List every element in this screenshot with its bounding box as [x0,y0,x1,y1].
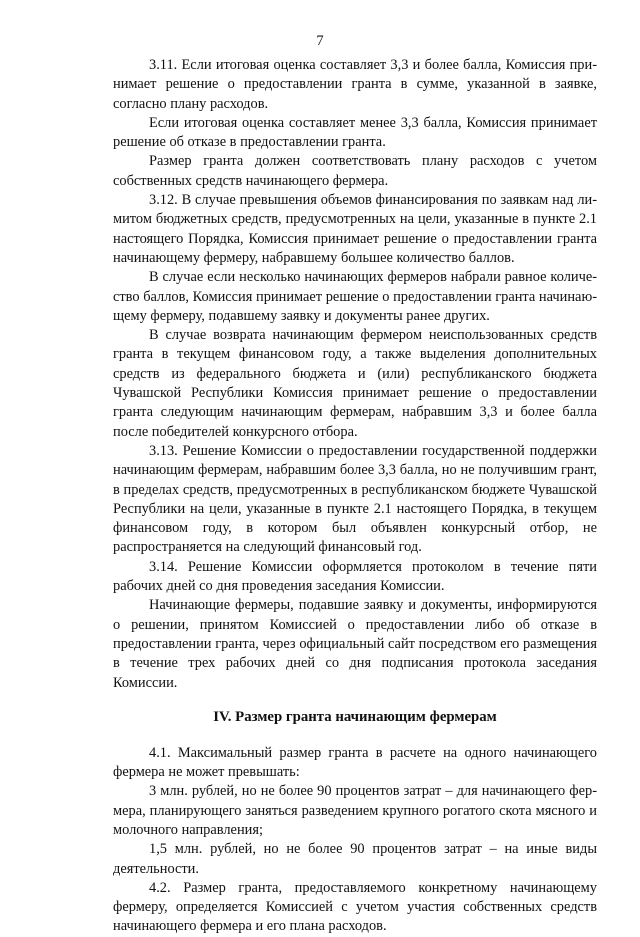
paragraph-notification: Начинающие фермеры, подавшие заявку и документы, информируются о решении, принятом Комиссией о предоставлении либо об отказе в предоставлении гранта, через официальный сайт посредством его размещения в течение трех рабочих дней со дня подписания протокола заседания Комиссии. [113,597,597,691]
paragraph-cattle-grant: 3 млн. рублей, но не более 90 процентов затрат – для начинающего фермера, планирующего заняться разведением крупного рогатого скота мясного и молочного направления; [113,783,597,838]
paragraph-3-11-refusal: Если итоговая оценка составляет менее 3,3 балла, Комиссия принимает решение об отказе в предоставлении гранта. [113,114,597,151]
paragraph-3-14: 3.14. Решение Комиссии оформляется протоколом в течение пяти рабочих дней со дня проведения заседания Комиссии. [113,558,597,595]
page-number: 7 [316,33,324,49]
paragraph-grant-size-plan: Размер гранта должен соответствовать плану расходов с учетом собственных средств начинающего фермера. [113,153,597,189]
paragraph-equal-score: В случае если несколько начинающих фермеров набрали равное количество баллов, Комиссия принимает решение о предоставлении гранта начинающему фермеру, подавшему заявку и документы ранее других. [113,269,597,324]
paragraph-4-2: 4.2. Размер гранта, предоставляемого конкретному начинающему фермеру, определяется Комиссией с учетом участия собственных средств начинающего фермера и его плана расходов. [113,879,597,935]
paragraph-3-12: 3.12. В случае превышения объемов финансирования по заявкам над лимитом бюджетных средств, предусмотренных на цели, указанные в пункте 2.1 настоящего Порядка, Комиссия принимает решение о предоставлении гранта начинающему фермеру, набравшему большее количество баллов. [113,192,597,266]
document-body [113,56,597,937]
section-heading: IV. Размер гранта начинающим фермерам [213,708,497,725]
paragraph-other-activities: 1,5 млн. рублей, но не более 90 процентов затрат – на иные виды деятельности. [113,841,597,877]
paragraph-funds-return: В случае возврата начинающим фермером неиспользованных средств гранта в текущем финансовом году, а также выделения дополнительных средств из федерального бюджета и (или) республиканского бюджета Чувашской Республики Комиссия принимает решение о предоставлении гранта следующим начинающим фермерам, набравшим 3,3 и более балла после победителей конкурсного отбора. [113,327,597,440]
paragraph-4-1: 4.1. Максимальный размер гранта в расчете на одного начинающего фермера не может превышать: [113,744,597,781]
paragraph-3-11: 3.11. Если итоговая оценка составляет 3,3 и более балла, Комиссия принимает решение о предоставлении гранта в сумме, указанной в заявке, согласно плану расходов. [113,57,597,112]
paragraph-3-13: 3.13. Решение Комиссии о предоставлении государственной поддержки начинающим фермерам, набравшим более 3,3 балла, но не получившим грант, в пределах средств, предусмотренных в республиканском бюджете Чувашской Республики на цели, указанные в пункте 2.1 настоящего Порядка, в текущем финансовом году, в котором был объявлен конкурсный отбор, не распространяется на следующий финансовый год. [113,442,597,556]
